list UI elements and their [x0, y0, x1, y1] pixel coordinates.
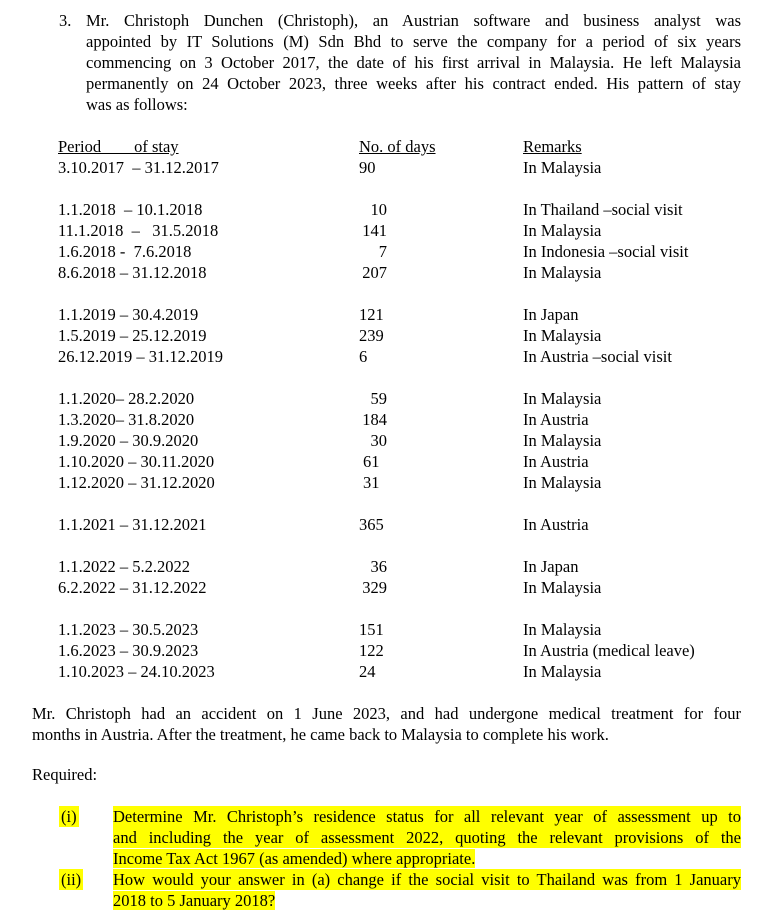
table-row [0, 199, 770, 220]
days-cell: 7 [378, 242, 387, 261]
period-cell: 1.3.2020– 31.8.2020 [58, 410, 195, 429]
required-line: How would your answer in (a) change if the social visit to Thailand was from 1 January [113, 870, 741, 889]
intro-line: appointed by IT Solutions (M) Sdn Bhd to serve the company for a period of six years [86, 32, 741, 51]
period-cell: 1.9.2020 – 30.9.2020 [58, 431, 199, 450]
period-cell: 1.10.2020 – 30.11.2020 [58, 452, 215, 471]
remarks-cell: In Malaysia [523, 263, 602, 282]
remarks-cell: In Japan [523, 557, 579, 576]
table-row [0, 514, 770, 535]
required-line: Determine Mr. Christoph’s residence status for all relevant year of assessment up to [113, 807, 741, 826]
period-cell: 1.10.2023 – 24.10.2023 [58, 662, 215, 681]
days-cell: 6 [359, 347, 368, 366]
days-cell: 31 [363, 473, 380, 492]
days-cell: 36 [370, 557, 387, 576]
intro-line: permanently on 24 October 2023, three weeks after his contract ended. His pattern of stay [86, 74, 741, 93]
accident-line: Mr. Christoph had an accident on 1 June 2023, and had undergone medical treatment for four [32, 704, 741, 723]
table-row [0, 262, 770, 283]
remarks-cell: In Japan [523, 305, 579, 324]
days-cell: 24 [359, 662, 376, 681]
period-cell: 1.1.2023 – 30.5.2023 [58, 620, 199, 639]
intro-line: was as follows: [86, 95, 188, 114]
days-cell: 61 [363, 452, 380, 471]
days-cell: 151 [359, 620, 384, 639]
period-cell: 1.1.2018 – 10.1.2018 [58, 200, 203, 219]
remarks-cell: In Malaysia [523, 389, 602, 408]
required-number: (i) [61, 807, 77, 826]
remarks-cell: In Malaysia [523, 431, 602, 450]
intro-line: commencing on 3 October 2017, the date of his first arrival in Malaysia. He left Malaysia [86, 53, 741, 72]
days-cell: 90 [359, 158, 376, 177]
table-row [0, 577, 770, 598]
remarks-cell: In Malaysia [523, 158, 602, 177]
remarks-cell: In Malaysia [523, 473, 602, 492]
remarks-cell: In Austria (medical leave) [523, 641, 695, 660]
required-line: Income Tax Act 1967 (as amended) where appropriate. [113, 849, 476, 868]
header-period: Period of stay [58, 137, 179, 156]
remarks-cell: In Austria [523, 515, 589, 534]
question-intro [86, 10, 741, 115]
remarks-cell: In Malaysia [523, 578, 602, 597]
required-label: Required: [32, 765, 98, 784]
required-number: (ii) [61, 870, 82, 889]
intro-line: Mr. Christoph Dunchen (Christoph), an Austrian software and business analyst was [86, 11, 741, 30]
period-cell: 1.1.2020– 28.2.2020 [58, 389, 195, 408]
period-cell: 1.6.2023 – 30.9.2023 [58, 641, 199, 660]
table-row [0, 409, 770, 430]
table-row [0, 640, 770, 661]
remarks-cell: In Malaysia [523, 662, 602, 681]
period-cell: 1.6.2018 - 7.6.2018 [58, 242, 192, 261]
header-days: No. of days [359, 137, 436, 156]
table-row [0, 556, 770, 577]
required-line: and including the year of assessment 2022, quoting the relevant provisions of the [113, 828, 741, 847]
table-row [0, 619, 770, 640]
days-cell: 239 [359, 326, 384, 345]
table-row [0, 388, 770, 409]
remarks-cell: In Indonesia –social visit [523, 242, 689, 261]
period-cell: 6.2.2022 – 31.12.2022 [58, 578, 207, 597]
period-cell: 1.1.2019 – 30.4.2019 [58, 305, 199, 324]
table-row [0, 325, 770, 346]
remarks-cell: In Austria –social visit [523, 347, 672, 366]
period-cell: 26.12.2019 – 31.12.2019 [58, 347, 223, 366]
period-cell: 1.1.2021 – 31.12.2021 [58, 515, 207, 534]
period-cell: 8.6.2018 – 31.12.2018 [58, 263, 207, 282]
remarks-cell: In Thailand –social visit [523, 200, 683, 219]
days-cell: 207 [362, 263, 387, 282]
days-cell: 365 [359, 515, 384, 534]
days-cell: 329 [362, 578, 387, 597]
period-cell: 11.1.2018 – 31.5.2018 [58, 221, 219, 240]
table-row [0, 430, 770, 451]
table-row [0, 472, 770, 493]
period-cell: 1.12.2020 – 31.12.2020 [58, 473, 215, 492]
period-cell: 1.5.2019 – 25.12.2019 [58, 326, 207, 345]
table-row [0, 241, 770, 262]
accident-paragraph [32, 703, 741, 745]
table-row [0, 451, 770, 472]
days-cell: 121 [359, 305, 384, 324]
table-row [0, 157, 770, 178]
days-cell: 30 [370, 431, 387, 450]
days-cell: 10 [370, 200, 387, 219]
accident-line: months in Austria. After the treatment, he came back to Malaysia to complete his work. [32, 725, 609, 744]
days-cell: 184 [362, 410, 387, 429]
remarks-cell: In Malaysia [523, 221, 602, 240]
period-cell: 3.10.2017 – 31.12.2017 [58, 158, 219, 177]
header-remarks: Remarks [523, 137, 582, 156]
table-row [0, 220, 770, 241]
table-row [0, 304, 770, 325]
days-cell: 59 [370, 389, 387, 408]
period-cell: 1.1.2022 – 5.2.2022 [58, 557, 190, 576]
days-cell: 141 [362, 221, 387, 240]
table-row [0, 661, 770, 682]
required-line: 2018 to 5 January 2018? [113, 891, 276, 910]
table-row [0, 346, 770, 367]
remarks-cell: In Austria [523, 452, 589, 471]
remarks-cell: In Austria [523, 410, 589, 429]
remarks-cell: In Malaysia [523, 620, 602, 639]
days-cell: 122 [359, 641, 384, 660]
question-number: 3. [59, 11, 72, 30]
remarks-cell: In Malaysia [523, 326, 602, 345]
